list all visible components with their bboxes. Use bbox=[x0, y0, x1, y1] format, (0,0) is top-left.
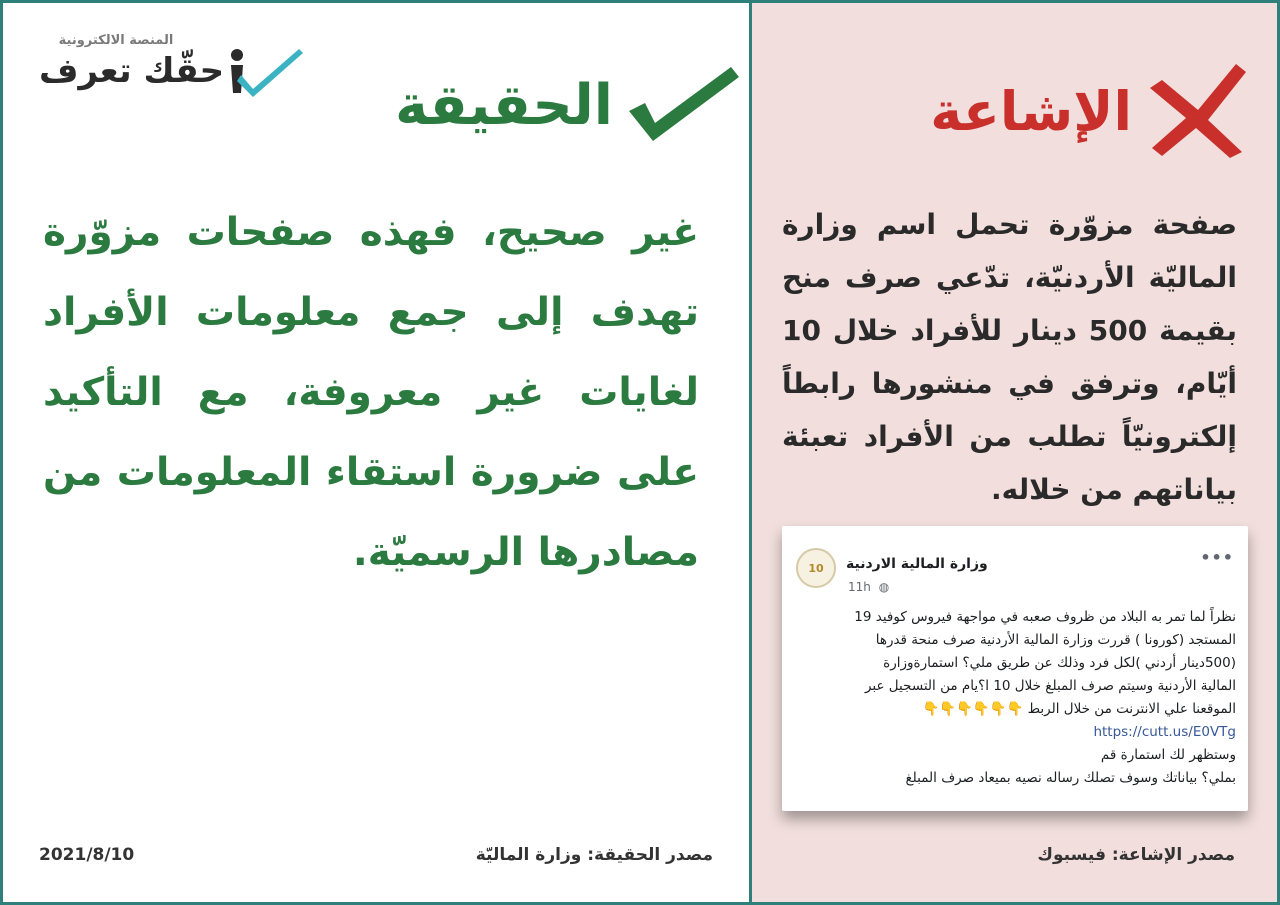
post-line: الموقعنا علي الانترنت من خلال الربط 👇👇👇👇👇👇 bbox=[922, 701, 1236, 717]
rumor-statement: صفحة مزوّرة تحمل اسم وزارة الماليّة الأردنيّة، تدّعي صرف منح بقيمة 500 دينار للأفراد خلال 10 أيّام، وترفق في منشورها رابطاً إلكترونيّاً تطلب من الأفراد تعبئة بياناتهم من خلاله. bbox=[782, 208, 1237, 506]
facebook-post-screenshot bbox=[782, 526, 1248, 811]
truth-title: الحقيقة bbox=[394, 73, 613, 138]
post-text bbox=[794, 606, 1236, 790]
cross-icon bbox=[1142, 58, 1252, 158]
rumor-source: مصدر الإشاعة: فيسبوك bbox=[1037, 845, 1235, 865]
post-menu-icon[interactable]: ••• bbox=[1200, 548, 1234, 567]
post-line: نظراً لما تمر به البلاد من ظروف صعبه في مواجهة فيروس كوفيد 19 bbox=[854, 609, 1236, 625]
globe-icon: ◍ bbox=[878, 580, 890, 594]
truth-source: مصدر الحقيقة: وزارة الماليّة bbox=[475, 845, 713, 865]
post-time[interactable]: 11h bbox=[848, 580, 871, 594]
platform-logo bbox=[39, 33, 319, 103]
post-line: المالية الأردنية وسيتم صرف المبلغ خلال 10 ا؟يام من التسجيل عبر bbox=[864, 678, 1236, 694]
post-line: المستجد (كورونا ) قررت وزارة المالية الأردنية صرف منحة قدرها bbox=[875, 632, 1236, 648]
post-line: (500دينار أردني )لكل فرد وذلك عن طريق ملي؟ استمارةوزارة bbox=[883, 655, 1236, 671]
page-name[interactable]: وزارة المالية الاردنية bbox=[846, 556, 988, 572]
logo-title: حقّك تعرف bbox=[39, 51, 225, 91]
rumor-panel bbox=[752, 3, 1277, 902]
page-avatar: 10 bbox=[796, 548, 836, 588]
logo-person-check-icon bbox=[227, 41, 317, 101]
logo-subtitle: المنصة الالكترونية bbox=[58, 33, 174, 48]
truth-panel bbox=[3, 3, 749, 902]
post-line: وستظهر لك استمارة قم bbox=[1100, 747, 1236, 763]
checkmark-icon bbox=[623, 63, 743, 143]
rumor-title: الإشاعة bbox=[930, 80, 1132, 143]
post-meta bbox=[848, 580, 889, 594]
truth-header bbox=[394, 63, 743, 153]
post-line: بملي؟ بياناتك وسوف تصلك رساله نصيه بميعاد صرف المبلغ bbox=[905, 770, 1236, 786]
post-link[interactable]: https://cutt.us/E0VTg bbox=[1093, 724, 1236, 740]
truth-statement: غير صحيح، فهذه صفحات مزوّرة تهدف إلى جمع معلومات الأفراد لغايات غير معروفة، مع التأكيد على ضرورة استقاء المعلومات من مصادرها الرسميّة. bbox=[43, 210, 699, 575]
rumor-header bbox=[892, 58, 1252, 168]
publish-date: 2021/8/10 bbox=[39, 845, 135, 865]
